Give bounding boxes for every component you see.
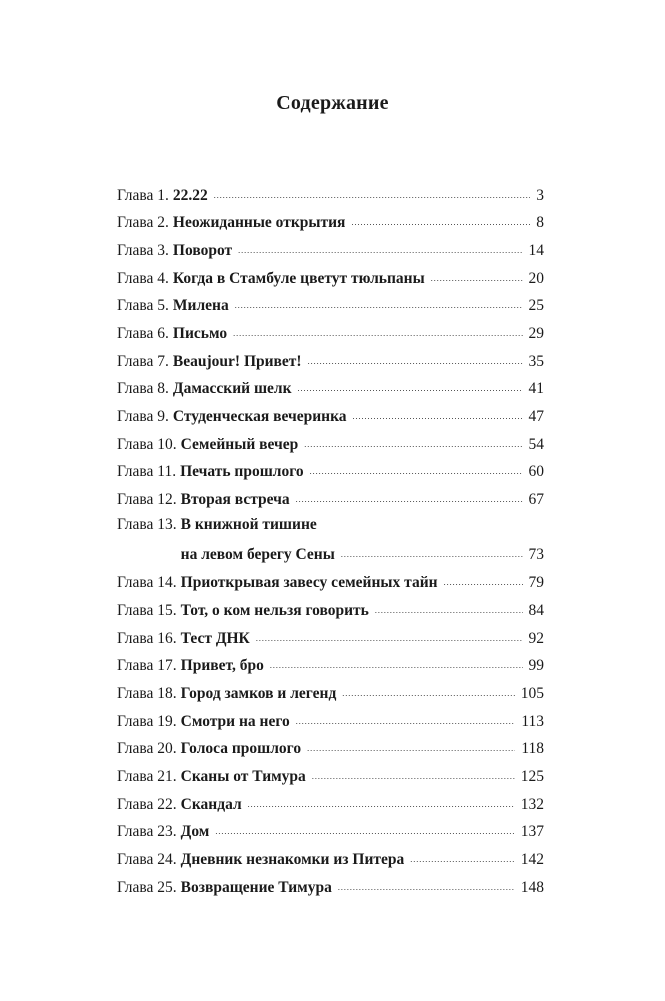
dot-leader: [342, 682, 514, 698]
toc-entry: [117, 489, 544, 517]
dot-leader: [444, 572, 523, 588]
dot-leader: [431, 267, 523, 283]
chapter-title: Студенческая вечеринка: [172, 408, 347, 425]
chapter-title: Скандал: [180, 795, 242, 813]
toc-entry: [117, 295, 544, 323]
page-number: 29: [528, 324, 544, 342]
dot-leader: [235, 295, 523, 311]
toc-entry: [117, 378, 544, 406]
page-number: 99: [528, 657, 544, 675]
chapter-title: В книжной тишине: [180, 516, 317, 534]
chapter-number: Глава 14.: [117, 574, 177, 592]
chapter-title: Город замков и легенд: [180, 684, 337, 702]
dot-leader: [304, 433, 522, 449]
page-number: 8: [536, 214, 544, 232]
dot-leader: [214, 184, 530, 200]
toc-entry: [117, 849, 544, 877]
toc-entry: [117, 267, 544, 295]
toc-entry: [117, 212, 544, 240]
dot-leader: [375, 599, 523, 615]
chapter-number: Глава 15.: [117, 601, 177, 619]
dot-leader: [270, 655, 523, 671]
chapter-number: Глава 11.: [117, 463, 177, 481]
chapter-number: Глава 3.: [117, 241, 169, 259]
chapter-number: Глава 16.: [117, 629, 177, 647]
dot-leader: [312, 765, 515, 781]
dot-leader: [296, 489, 523, 505]
chapter-number: Глава 6.: [117, 324, 169, 342]
chapter-number: Глава 25.: [117, 878, 177, 896]
dot-leader: [308, 350, 523, 366]
toc-entry: [117, 322, 544, 350]
page-number: 84: [528, 601, 544, 619]
chapter-number: Глава 19.: [117, 712, 177, 730]
chapter-number: Глава 13.: [117, 516, 177, 534]
dot-leader: [353, 406, 523, 422]
chapter-title: Вторая встреча: [180, 491, 290, 509]
toc-entry: [117, 876, 544, 904]
chapter-title: Неожиданные открытия: [172, 214, 346, 232]
dot-leader: [296, 710, 516, 726]
chapter-title: Возвращение Тимура: [180, 878, 332, 896]
chapter-number: Глава 9.: [117, 408, 169, 425]
chapter-title: Милена: [172, 297, 229, 315]
dot-leader: [238, 239, 522, 255]
dot-leader: [307, 738, 515, 754]
chapter-number: Глава 20.: [117, 740, 177, 758]
chapter-title: Печать прошлого: [180, 463, 304, 481]
chapter-title: Семейный вечер: [180, 435, 299, 453]
toc-entry: [117, 599, 544, 627]
dot-leader: [338, 876, 515, 892]
toc-entry: [117, 821, 544, 849]
chapter-title: Тот, о ком нельзя говорить: [180, 601, 369, 619]
chapter-number: Глава 21.: [117, 767, 177, 785]
page-number: 25: [528, 297, 544, 315]
toc-entry: [117, 710, 544, 738]
page-number: 125: [520, 767, 544, 785]
dot-leader: [233, 322, 522, 338]
page-number: 47: [528, 408, 544, 425]
dot-leader: [256, 627, 523, 643]
chapter-number: Глава 24.: [117, 851, 177, 869]
page-number: 3: [536, 186, 544, 204]
page-number: 14: [528, 241, 544, 259]
page-number: 105: [520, 684, 544, 702]
chapter-title: Голоса прошлого: [180, 740, 302, 758]
page-number: 148: [520, 878, 544, 896]
toc-entry: [117, 655, 544, 683]
toc-entry: [117, 461, 544, 489]
toc-entry: [117, 738, 544, 766]
chapter-title: Поворот: [172, 241, 233, 259]
chapter-number: Глава 7.: [117, 352, 169, 370]
page-number: 41: [528, 380, 544, 398]
page-number: 137: [520, 823, 544, 841]
toc-entry: [117, 627, 544, 655]
dot-leader: [215, 821, 514, 837]
dot-leader: [341, 544, 523, 560]
dot-leader: [248, 793, 515, 809]
chapter-number: Глава 10.: [117, 435, 177, 453]
chapter-title: Тест ДНК: [180, 629, 250, 647]
chapter-title: Когда в Стамбуле цветут тюльпаны: [172, 269, 425, 287]
page-title: Содержание: [276, 92, 389, 114]
page-number: 54: [528, 435, 544, 453]
dot-leader: [351, 212, 530, 228]
toc-entry: [117, 682, 544, 710]
toc-entry: [117, 516, 544, 571]
chapter-title: Дневник незнакомки из Питера: [180, 851, 405, 869]
page-number: 92: [528, 629, 544, 647]
page-number: 79: [528, 574, 544, 592]
toc-entry: [117, 433, 544, 461]
chapter-number: Глава 4.: [117, 269, 169, 287]
toc-entry: [117, 239, 544, 267]
page-number: 132: [520, 795, 544, 813]
page-number: 118: [521, 740, 544, 758]
toc-entry: [117, 406, 544, 434]
chapter-number: Глава 12.: [117, 491, 177, 509]
chapter-title: Привет, бро: [180, 657, 264, 675]
toc-entry: [117, 350, 544, 378]
chapter-title: Приоткрывая завесу семейных тайн: [180, 574, 438, 592]
dot-leader: [298, 378, 523, 394]
table-of-contents: [117, 184, 544, 904]
chapter-number: Глава 23.: [117, 823, 177, 841]
page-number: 67: [528, 491, 544, 509]
page-number: 142: [520, 851, 544, 869]
chapter-number: Глава 8.: [117, 380, 169, 398]
toc-entry: [117, 793, 544, 821]
chapter-title: Смотри на него: [180, 712, 290, 730]
page-number: 35: [528, 352, 544, 370]
chapter-number: Глава 2.: [117, 214, 169, 232]
chapter-title: Дом: [180, 823, 210, 841]
chapter-number: Глава 18.: [117, 684, 177, 702]
chapter-title: Письмо: [172, 324, 228, 342]
toc-entry: [117, 572, 544, 600]
chapter-title: Сканы от Тимура: [180, 767, 306, 785]
chapter-title-continuation: на левом берегу Сены: [180, 546, 335, 564]
dot-leader: [310, 461, 523, 477]
page-number: 73: [528, 546, 544, 564]
chapter-number: Глава 1.: [117, 186, 169, 204]
chapter-number: Глава 22.: [117, 795, 177, 813]
dot-leader: [410, 849, 515, 865]
chapter-number: Глава 5.: [117, 297, 169, 315]
chapter-title: Beaujour! Привет!: [172, 352, 302, 370]
toc-entry: [117, 184, 544, 212]
page-number: 60: [528, 463, 544, 481]
toc-entry: [117, 765, 544, 793]
page-number: 113: [521, 712, 544, 730]
chapter-title: 22.22: [172, 186, 208, 204]
page-number: 20: [528, 269, 544, 287]
chapter-number: Глава 17.: [117, 657, 177, 675]
chapter-title: Дамасский шелк: [172, 380, 292, 398]
